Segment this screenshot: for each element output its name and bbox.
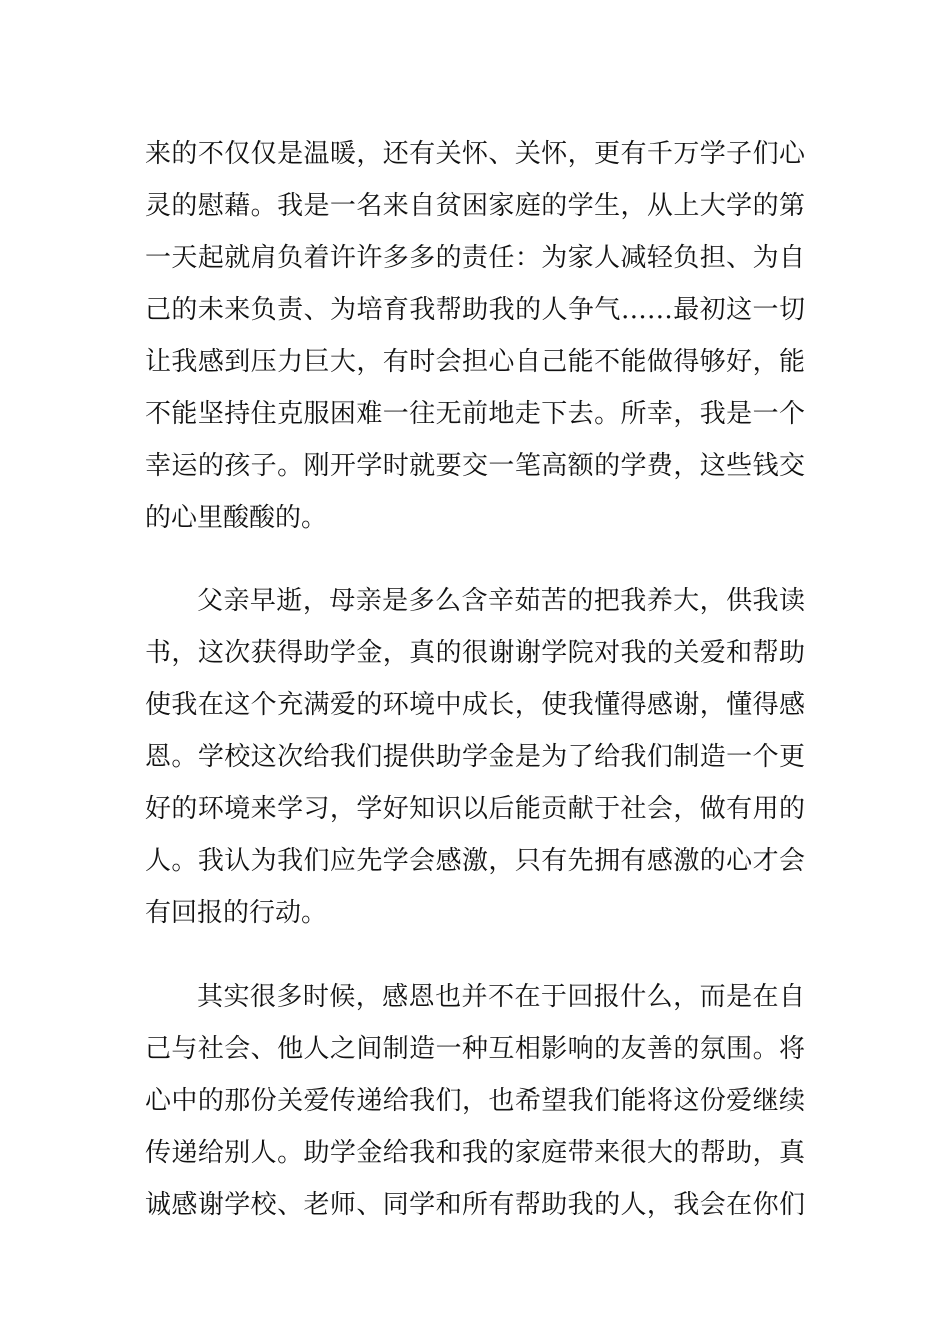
paragraph-line: 让我感到压力巨大，有时会担心自己能不能做得够好，能 (145, 347, 805, 377)
paragraph-line: 其实很多时候，感恩也并不在于回报什么，而是在自 (197, 982, 805, 1012)
paragraph-line: 诚感谢学校、老师、同学和所有帮助我的人，我会在你们 (145, 1190, 805, 1220)
paragraph-line: 灵的慰藉。我是一名来自贫困家庭的学生，从上大学的第 (145, 191, 805, 221)
paragraph-line: 幸运的孩子。刚开学时就要交一笔高额的学费，这些钱交 (145, 451, 805, 481)
paragraph-line: 心中的那份关爱传递给我们，也希望我们能将这份爱继续 (145, 1086, 805, 1116)
paragraph-line: 书，这次获得助学金，真的很谢谢学院对我的关爱和帮助 (145, 638, 805, 668)
paragraph-line: 己与社会、他人之间制造一种互相影响的友善的氛围。将 (145, 1034, 805, 1064)
paragraph-line: 的心里酸酸的。 (145, 503, 328, 533)
paragraph-line: 父亲早逝，母亲是多么含辛茹苦的把我养大，供我读 (197, 586, 805, 616)
paragraph-line: 不能坚持住克服困难一往无前地走下去。所幸，我是一个 (145, 399, 805, 429)
paragraph-line: 使我在这个充满爱的环境中成长，使我懂得感谢，懂得感 (145, 690, 805, 720)
paragraph-line: 一天起就肩负着许许多多的责任：为家人减轻负担、为自 (145, 243, 805, 273)
paragraph-3 (145, 971, 805, 1231)
paragraph-line: 己的未来负责、为培育我帮助我的人争气……最初这一切 (145, 295, 805, 325)
paragraph-2 (145, 575, 805, 939)
paragraph-line: 好的环境来学习，学好知识以后能贡献于社会，做有用的 (145, 794, 805, 824)
paragraph-line: 有回报的行动。 (145, 898, 328, 928)
paragraph-line: 人。我认为我们应先学会感激，只有先拥有感激的心才会 (145, 846, 805, 876)
paragraph-line: 恩。学校这次给我们提供助学金是为了给我们制造一个更 (145, 742, 805, 772)
paragraph-1 (145, 128, 805, 544)
paragraph-line: 传递给别人。助学金给我和我的家庭带来很大的帮助，真 (145, 1138, 805, 1168)
paragraph-line: 来的不仅仅是温暖，还有关怀、关怀，更有千万学子们心 (145, 139, 805, 169)
